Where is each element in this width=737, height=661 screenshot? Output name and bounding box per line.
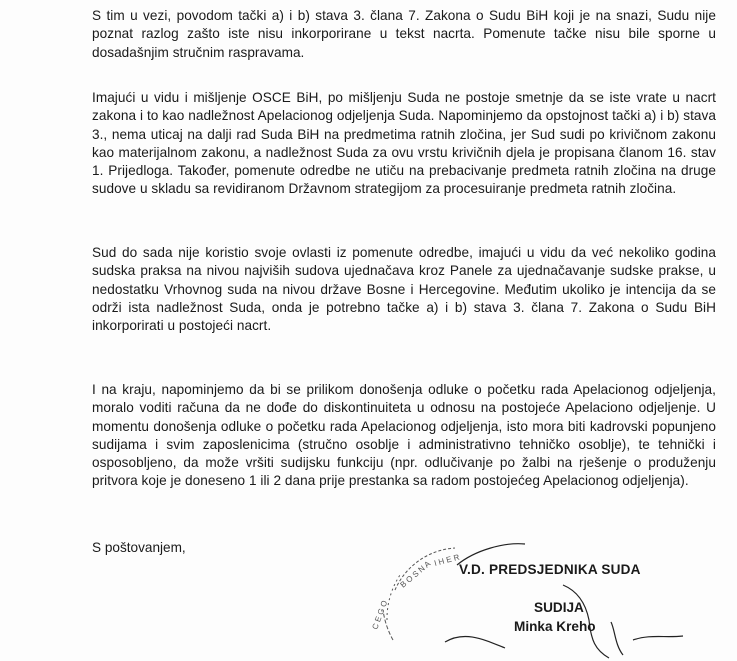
signature-role: SUDIJA bbox=[534, 600, 584, 615]
stamp-lettering bbox=[370, 553, 460, 631]
closing-salutation: S poštovanjem, bbox=[92, 540, 186, 555]
signature-title: V.D. PREDSJEDNIKA SUDA bbox=[459, 562, 641, 577]
paragraph: I na kraju, napominjemo da bi se prilikom donošenja odluke o početku rada Apelacionog odjeljenja, moralo voditi računa da ne dođe do diskontinuiteta u odnosu na postojeće Apelaciono odjeljenje. U momentu donošenja odluke o početku rada Apelacionog odjeljenja, isto mora biti kadrovski popunjeno sudijama i svim zaposlenicima (stručno osoblje i administrativno tehničko osoblje), te tehnički i osposobljeno, da može vršiti sudijsku funkciju (npr. odlučivanje po žalbi na rješenje o produženju pritvora koje je doneseno 1 ili 2 dana prije prestanka sa radom postojećeg Apelacionog odjeljenja). bbox=[92, 382, 716, 489]
svg-text:B O S N A: B O S N A bbox=[398, 559, 433, 590]
paragraph: Sud do sada nije koristio svoje ovlasti iz pomenute odredbe, imajući u vidu da već nekoliko godina sudska praksa na nivou najviših sudova ujednačava kroz Panele za ujednačavanje sudske prakse, u nedostatku Vrhovnog suda na nivou države Bosne i Hercegovine. Međutim ukoliko je intencija da se održi ista nadležnost Suda, onda je potrebno tačke a) i b) stava 3. člana 7. Zakona o Sudu BiH inkorporirati u postojeći nacrt. bbox=[92, 245, 716, 334]
paragraph: S tim u vezi, povodom tački a) i b) stava 3. člana 7. Zakona o Sudu BiH koji je na snazi, Sudu nije poznat razlog zašto iste nisu inkorporirane u tekst nacrta. Pomenute tačke nisu bile sporne u dosadašnjim stručnim raspravama. bbox=[92, 8, 716, 60]
signature-name: Minka Kreho bbox=[514, 619, 596, 634]
svg-text:I H E R: I H E R bbox=[433, 552, 461, 568]
stamp-and-signature-graphic bbox=[365, 530, 695, 661]
paragraph: Imajući u vidu i mišljenje OSCE BiH, po mišljenju Suda ne postoje smetnje da se iste vrate u nacrt zakona i to kao nadležnost Apelacionog odjeljenja Suda. Napominjemo da opstojnost tački a) i b) stava 3., nema uticaj na dalji rad Suda BiH na predmetima ratnih zločina, jer Sud sudi po krivičnom zakonu kao materijalnom zakonu, a nadležnost Suda za ovu vrstu krivičnih djela je propisana članom 16. stav 1. Prijedloga. Također, pomenute odredbe ne utiču na prebacivanje predmeta ratnih zločina na druge sudove u skladu sa revidiranom Državnom strategijom za procesuiranje predmeta ratnih zločina. bbox=[92, 90, 716, 197]
svg-text:C E G O: C E G O bbox=[370, 599, 390, 631]
